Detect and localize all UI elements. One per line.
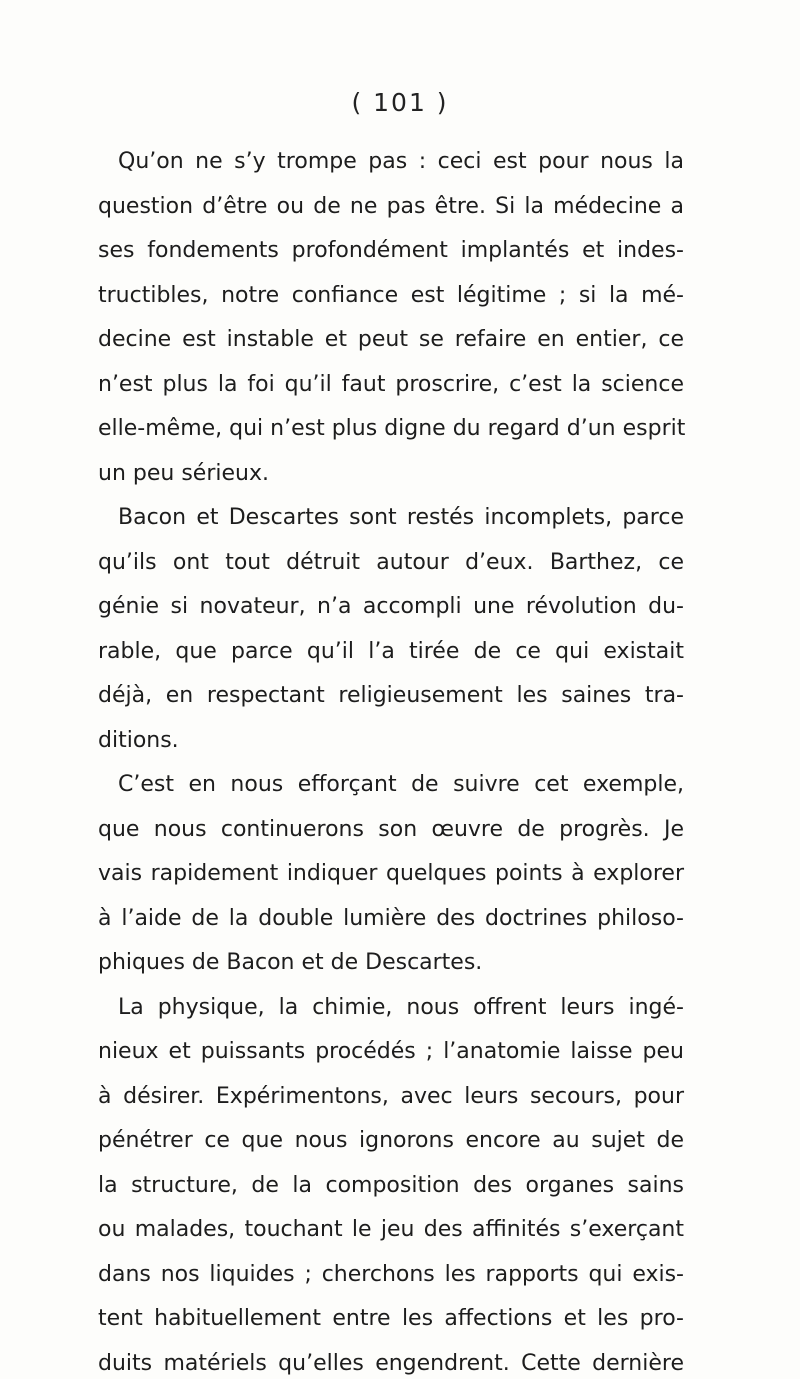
paragraph — [98, 496, 684, 763]
paragraph — [98, 140, 684, 496]
text-line: Qu’on ne s’y trompe pas : ceci est pour nous la — [98, 140, 684, 185]
text-line: génie si novateur, n’a accompli une révolution du- — [98, 585, 684, 630]
text-line: pénétrer ce que nous ignorons encore au sujet de — [98, 1119, 684, 1164]
text-line: tructibles, notre confiance est légitime ; si la mé- — [98, 274, 684, 319]
text-line: C’est en nous efforçant de suivre cet exemple, — [98, 763, 684, 808]
text-line: nieux et puissants procédés ; l’anatomie laisse peu — [98, 1030, 684, 1075]
text-line: elle-même, qui n’est plus digne du regard d’un esprit — [98, 407, 684, 452]
text-line: à désirer. Expérimentons, avec leurs secours, pour — [98, 1075, 684, 1120]
text-line: dans nos liquides ; cherchons les rapports qui exis- — [98, 1253, 684, 1298]
text-line: duits matériels qu’elles engendrent. Cette dernière — [98, 1342, 684, 1386]
paragraph — [98, 986, 684, 1386]
text-line: question d’être ou de ne pas être. Si la médecine a — [98, 185, 684, 230]
text-line: la structure, de la composition des organes sains — [98, 1164, 684, 1209]
text-line: n’est plus la foi qu’il faut proscrire, c’est la science — [98, 363, 684, 408]
body-text — [98, 140, 684, 1386]
text-line: à l’aide de la double lumière des doctrines philoso- — [98, 897, 684, 942]
paragraph — [98, 763, 684, 986]
text-line: que nous continuerons son œuvre de progrès. Je — [98, 808, 684, 853]
text-line: un peu sérieux. — [98, 452, 684, 497]
text-line: ou malades, touchant le jeu des affinités s’exerçant — [98, 1208, 684, 1253]
text-line: vais rapidement indiquer quelques points à explorer — [98, 852, 684, 897]
text-line: Bacon et Descartes sont restés incomplets, parce — [98, 496, 684, 541]
text-line: ditions. — [98, 719, 684, 764]
text-line: La physique, la chimie, nous offrent leurs ingé- — [98, 986, 684, 1031]
text-line: déjà, en respectant religieusement les saines tra- — [98, 674, 684, 719]
text-line: tent habituellement entre les affections et les pro- — [98, 1297, 684, 1342]
text-line: ses fondements profondément implantés et indes- — [98, 229, 684, 274]
text-line: decine est instable et peut se refaire en entier, ce — [98, 318, 684, 363]
text-line: qu’ils ont tout détruit autour d’eux. Barthez, ce — [98, 541, 684, 586]
page-number: ( 101 ) — [0, 88, 800, 117]
text-line: rable, que parce qu’il l’a tirée de ce qui existait — [98, 630, 684, 675]
text-line: phiques de Bacon et de Descartes. — [98, 941, 684, 986]
